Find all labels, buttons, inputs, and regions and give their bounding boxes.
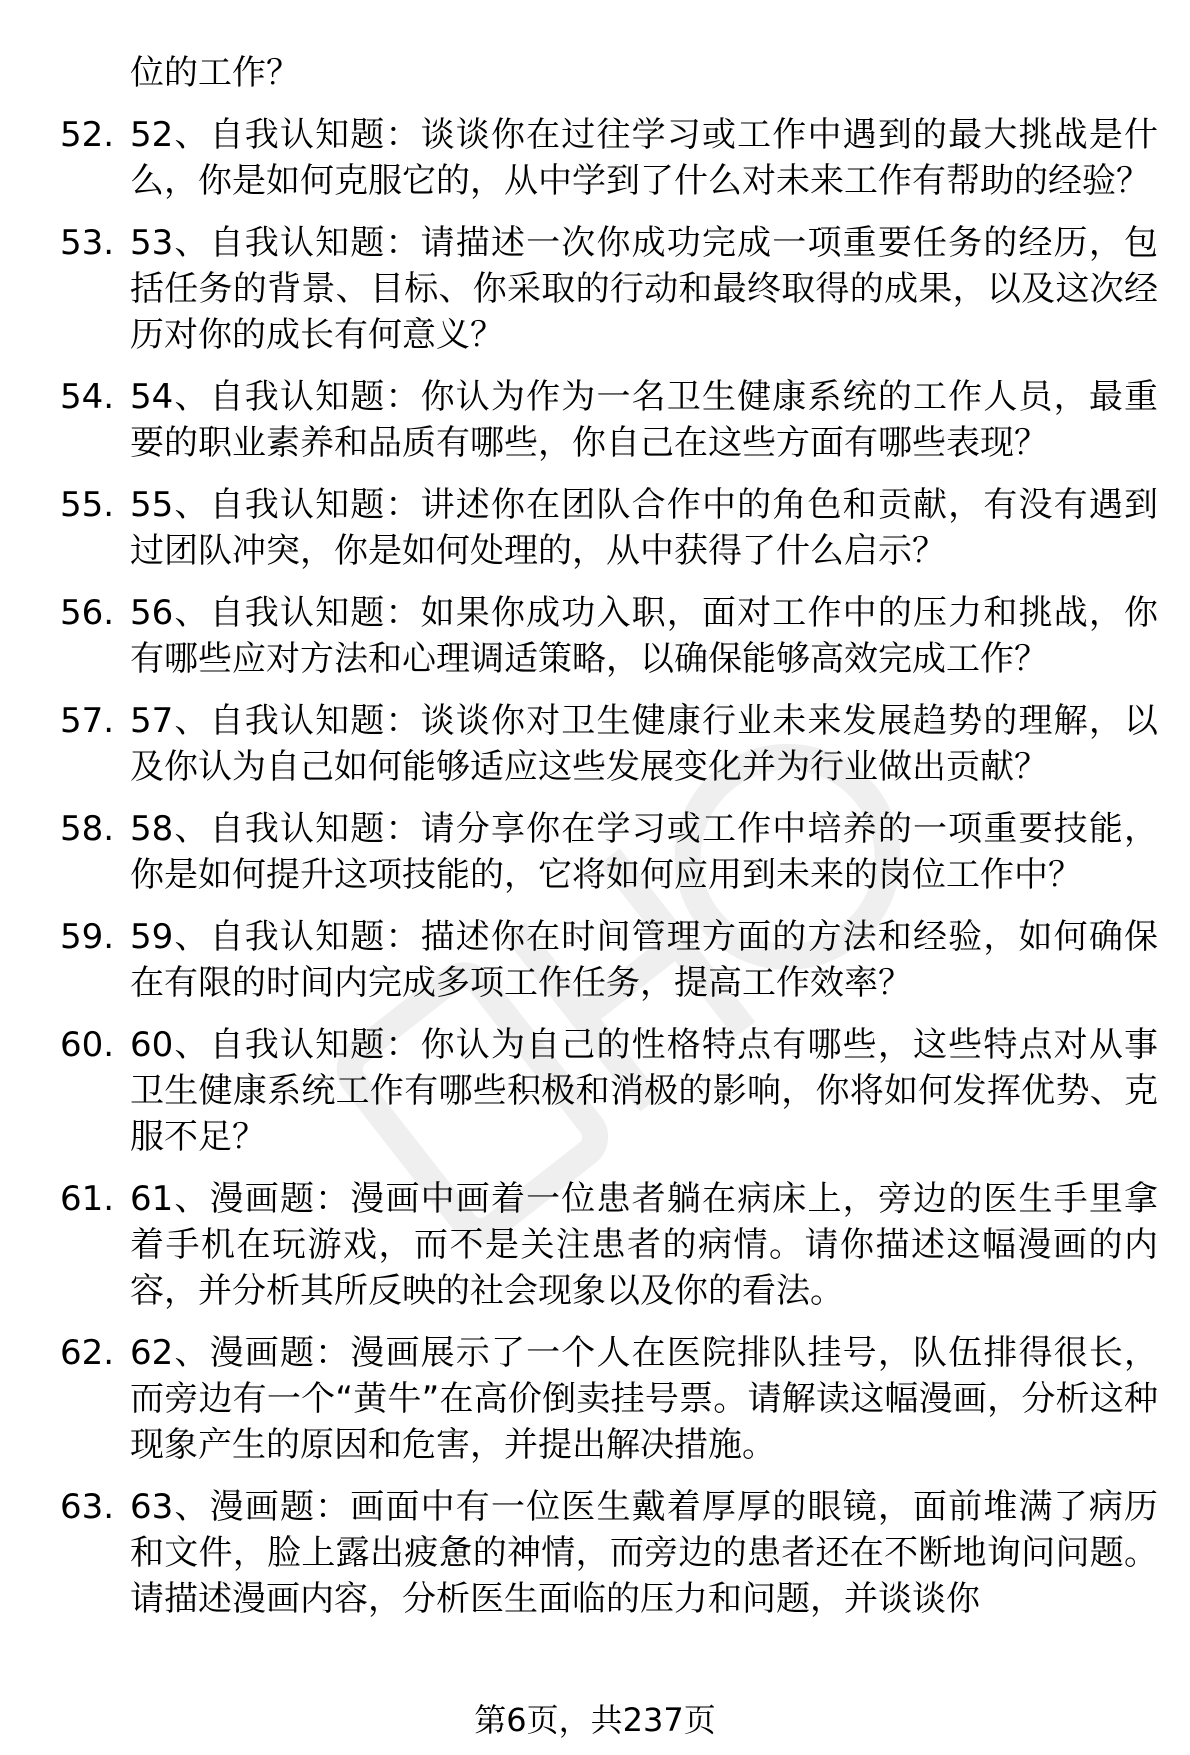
page-footer [0, 1700, 1190, 1740]
question-item-54 [0, 374, 1190, 466]
question-number: 63. [60, 1487, 115, 1527]
continued-text: 位的工作？ [130, 53, 300, 93]
question-text: 61、漫画题：漫画中画着一位患者躺在病床上，旁边的医生手里拿着手机在玩游戏，而不是关注患者的病情。请你描述这幅漫画的内容，并分析其所反映的社会现象以及你的看法。 [130, 1179, 1158, 1311]
question-number: 54. [60, 377, 115, 417]
question-item-58 [0, 806, 1190, 898]
question-text: 58、自我认知题：请分享你在学习或工作中培养的一项重要技能，你是如何提升这项技能的，它将如何应用到未来的岗位工作中？ [130, 809, 1158, 895]
question-text: 56、自我认知题：如果你成功入职，面对工作中的压力和挑战，你有哪些应对方法和心理调适策略，以确保能够高效完成工作？ [130, 593, 1158, 679]
question-number: 56. [60, 593, 115, 633]
question-item-59 [0, 914, 1190, 1006]
question-text: 53、自我认知题：请描述一次你成功完成一项重要任务的经历，包括任务的背景、目标、你采取的行动和最终取得的成果，以及这次经历对你的成长有何意义？ [130, 223, 1158, 355]
question-text: 60、自我认知题：你认为自己的性格特点有哪些，这些特点对从事卫生健康系统工作有哪些积极和消极的影响，你将如何发挥优势、克服不足？ [130, 1025, 1158, 1157]
question-number: 62. [60, 1333, 115, 1373]
question-item-53 [0, 220, 1190, 358]
question-number: 59. [60, 917, 115, 957]
question-item-56 [0, 590, 1190, 682]
question-number: 60. [60, 1025, 115, 1065]
question-item-52 [0, 112, 1190, 204]
question-text: 63、漫画题：画面中有一位医生戴着厚厚的眼镜，面前堆满了病历和文件，脸上露出疲惫的神情，而旁边的患者还在不断地询问问题。请描述漫画内容，分析医生面临的压力和问题，并谈谈你 [130, 1487, 1158, 1619]
question-text: 52、自我认知题：谈谈你在过往学习或工作中遇到的最大挑战是什么，你是如何克服它的，从中学到了什么对未来工作有帮助的经验？ [130, 115, 1158, 201]
question-item-62 [0, 1330, 1190, 1468]
question-item-55 [0, 482, 1190, 574]
question-item-63 [0, 1484, 1190, 1622]
question-number: 57. [60, 701, 115, 741]
question-number: 55. [60, 485, 115, 525]
question-text: 59、自我认知题：描述你在时间管理方面的方法和经验，如何确保在有限的时间内完成多项工作任务，提高工作效率？ [130, 917, 1158, 1003]
question-text: 62、漫画题：漫画展示了一个人在医院排队挂号，队伍排得很长，而旁边有一个“黄牛”在高价倒卖挂号票。请解读这幅漫画，分析这种现象产生的原因和危害，并提出解决措施。 [130, 1333, 1158, 1465]
question-number: 53. [60, 223, 115, 263]
page-number-label: 第6页，共237页 [474, 1701, 716, 1739]
question-number: 52. [60, 115, 115, 155]
question-text: 54、自我认知题：你认为作为一名卫生健康系统的工作人员，最重要的职业素养和品质有哪些，你自己在这些方面有哪些表现？ [130, 377, 1158, 463]
question-item-57 [0, 698, 1190, 790]
question-item-61 [0, 1176, 1190, 1314]
question-number: 58. [60, 809, 115, 849]
question-text: 55、自我认知题：讲述你在团队合作中的角色和贡献，有没有遇到过团队冲突，你是如何处理的，从中获得了什么启示？ [130, 485, 1158, 571]
question-text: 57、自我认知题：谈谈你对卫生健康行业未来发展趋势的理解，以及你认为自己如何能够适应这些发展变化并为行业做出贡献？ [130, 701, 1158, 787]
question-item-60 [0, 1022, 1190, 1160]
question-list [0, 112, 1190, 1638]
question-number: 61. [60, 1179, 115, 1219]
